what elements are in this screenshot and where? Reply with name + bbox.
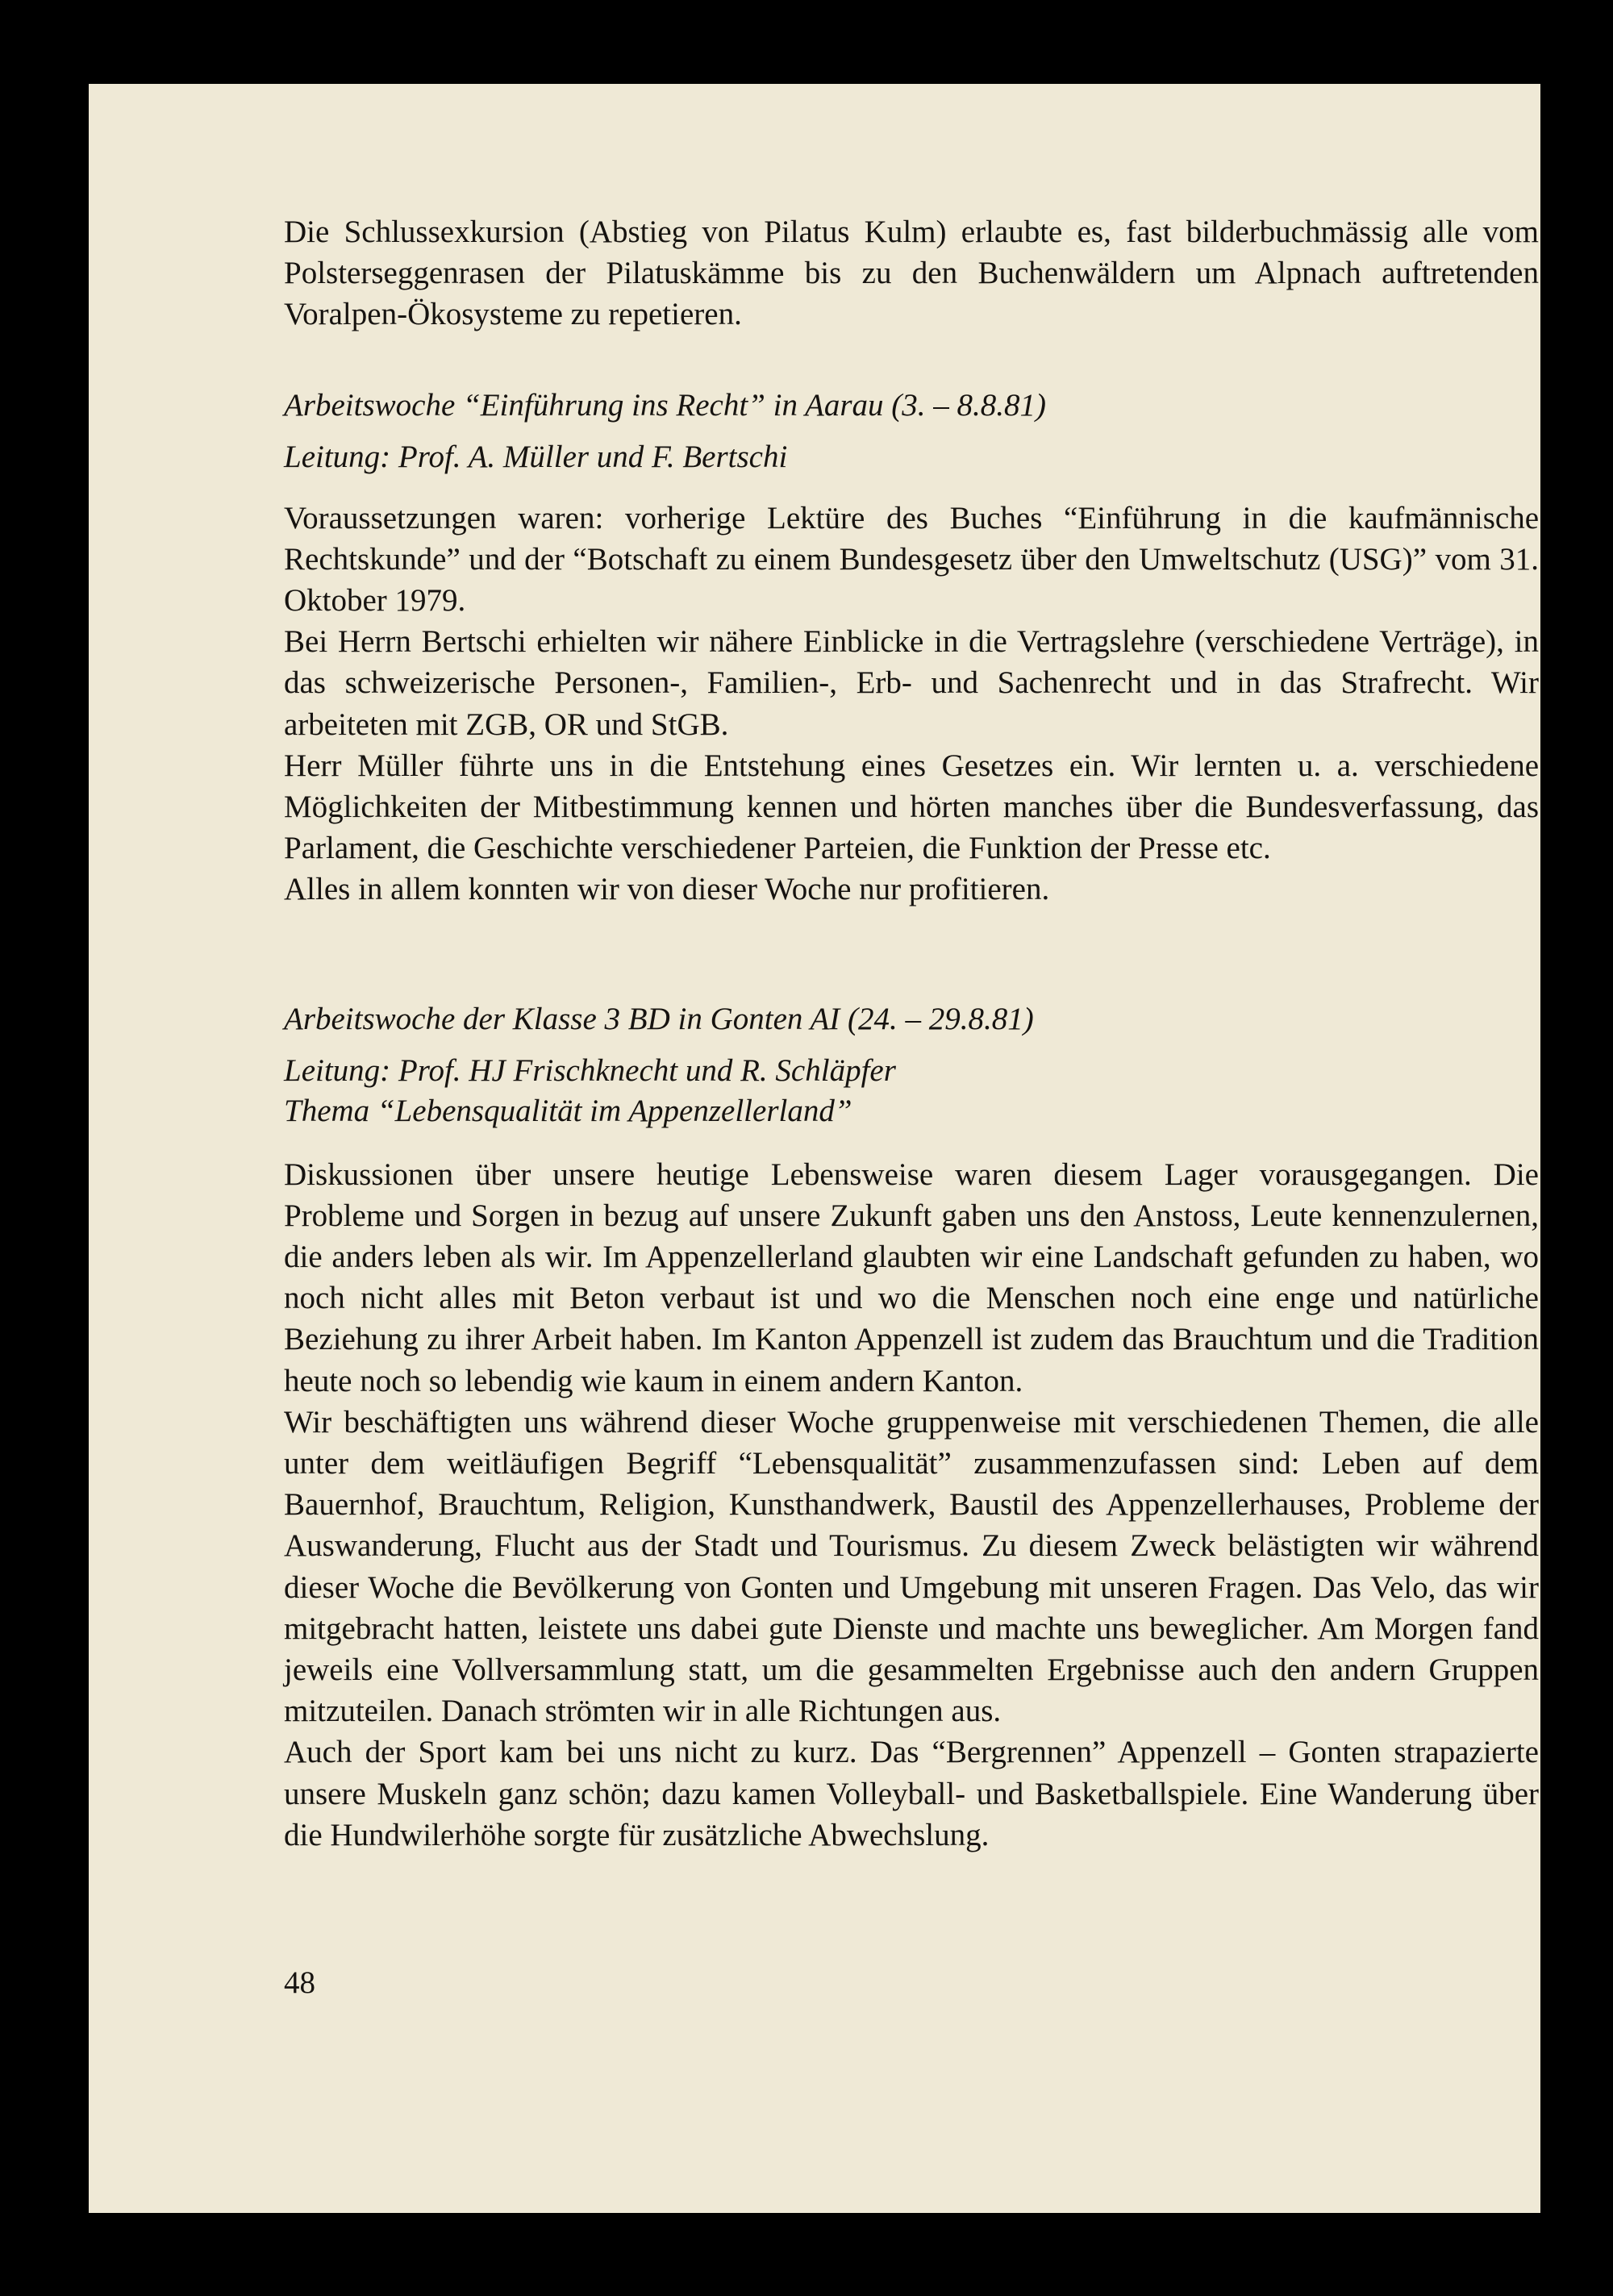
section2-paragraph: Auch der Sport kam bei uns nicht zu kurz. Das “Bergrennen” Appenzell – Gonten strapazierte unsere Muskeln ganz schön; dazu kamen Volleyball- und Basketballspiele. Eine Wanderung über die Hundwilerhöhe sorgte für zusätzliche Abwechslung. xyxy=(284,1735,1539,1852)
section1-paragraph: Voraussetzungen waren: vorherige Lektüre des Buches “Einführung in die kaufmännische Rechtskunde” und der “Botschaft zu einem Bundesgesetz über den Umweltschutz (USG)” vom 31. Oktober 1979. xyxy=(284,500,1539,619)
section2-leitung: Leitung: Prof. HJ Frischknecht und R. Schläpfer xyxy=(284,1052,896,1088)
section2-paragraph: Diskussionen über unsere heutige Lebensweise waren diesem Lager vorausgegangen. Die Probleme und Sorgen in bezug auf unsere Zukunft gaben uns den Anstoss, Leute kennenzulernen, die anders leben als wir. Im Appenzellerland glaubten wir eine Landschaft gefunden zu haben, wo noch nicht alles mit Beton verbaut ist und wo die Menschen noch eine enge und natürliche Beziehung zu ihrer Arbeit haben. Im Kanton Appenzell ist zudem das Brauchtum und die Tradition heute noch so lebendig wie kaum in einem andern Kanton. xyxy=(284,1156,1539,1398)
section1-paragraph: Alles in allem konnten wir von dieser Woche nur profitieren. xyxy=(284,872,1050,907)
section1-leitung: Leitung: Prof. A. Müller und F. Bertschi xyxy=(284,439,788,474)
section1-title: Arbeitswoche “Einführung ins Recht” in Aarau (3. – 8.8.81) xyxy=(284,387,1046,423)
section2-paragraph: Wir beschäftigten uns während dieser Woche gruppenweise mit verschiedenen Themen, die alle unter dem weitläufigen Begriff “Lebensqualität” zusammenzufassen sind: Leben auf dem Bauernhof, Brauchtum, Religion, Kunsthandwerk, Baustil des Appenzellerhauses, Probleme der Auswanderung, Flucht aus der Stadt und Tourismus. Zu diesem Zweck belästigten wir während dieser Woche die Bevölkerung von Gonten und Umgebung mit unseren Fragen. Das Velo, das wir mitgebracht hatten, leistete uns dabei gute Dienste und machte uns beweglicher. Am Morgen fand jeweils eine Vollversammlung statt, um die gesammelten Ergebnisse auch den andern Gruppen mitzuteilen. Danach strömten wir in alle Richtungen aus. xyxy=(284,1404,1539,1729)
section2-thema: Thema “Lebensqualität im Appenzellerland” xyxy=(284,1093,852,1128)
section2-title: Arbeitswoche der Klasse 3 BD in Gonten AI (24. – 29.8.81) xyxy=(284,1001,1034,1036)
section1-paragraph: Bei Herrn Bertschi erhielten wir nähere Einblicke in die Vertragslehre (verschiedene Verträge), in das schweizerische Personen-, Familien-, Erb- und Sachenrecht und in das Strafrecht. Wir arbeiteten mit ZGB, OR und StGB. xyxy=(284,624,1539,742)
page-number: 48 xyxy=(284,1965,315,2000)
scanned-page xyxy=(89,84,1540,2213)
section1-paragraph: Herr Müller führte uns in die Entstehung eines Gesetzes ein. Wir lernten u. a. verschiedene Möglichkeiten der Mitbestimmung kennen und hörten manches über die Bundesverfassung, das Parlament, die Geschichte verschiedener Parteien, die Funktion der Presse etc. xyxy=(284,748,1539,866)
page-content xyxy=(284,211,1539,1856)
intro-paragraph: Die Schlussexkursion (Abstieg von Pilatus Kulm) erlaubte es, fast bilderbuchmässig alle vom Polsterseggenrasen der Pilatuskämme bis zu den Buchenwäldern um Alpnach auftretenden Voralpen-Ökosysteme zu repetieren. xyxy=(284,215,1539,332)
spacer xyxy=(284,335,1539,385)
